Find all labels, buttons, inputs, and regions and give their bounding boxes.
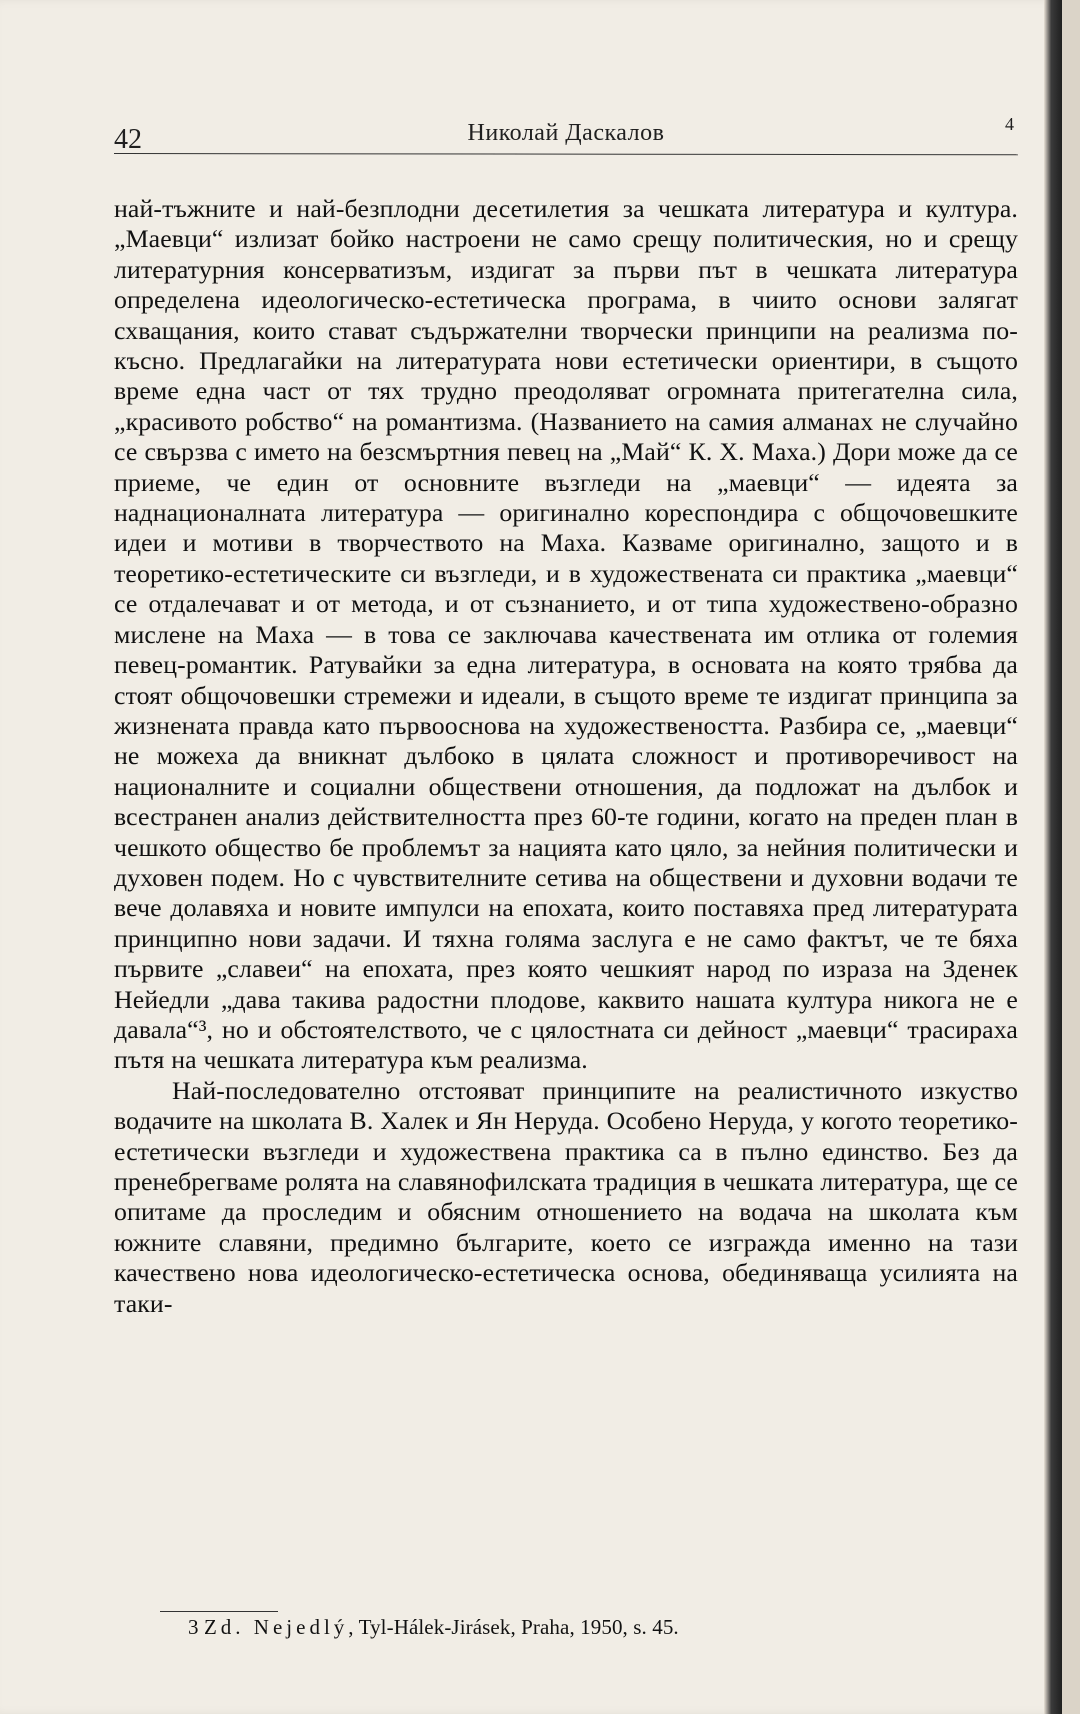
page-edge-shadow: [1044, 0, 1062, 1714]
paragraph-1: най-тъжните и най-безплодни десетилетия за чешката литература и култура. „Маевци“ излизат бойко настроени не само срещу политическия, но и срещу литературния консерватизъм, издигат за първи път в чешката литература определена идеологическо-естетическа програма, в чиито основи залягат схващания, които стават съдържателни творчески принципи на реализма по-късно. Предлагайки на литературата нови естетически ориентири, в същото време една част от тях трудно преодоляват огромната притегателна сила, „красивото робство“ на романтизма. (Названието на самия алманах не случайно се свързва с името на безсмъртния певец на „Май“ К. Х. Маха.) Дори може да се приеме, че един от основните възгледи на „маевци“ — идеята за наднационалната литература — оригинално кореспондира с общочовешките идеи и мотиви в творчеството на Маха. Казваме оригинално, защото и в теоретико-естетическите си възгледи, и в художествената си практика „маевци“ се отдалечават и от метода, и от съзнанието, и от типа художествено-образно мислене на Маха — в това се заключава качествената им отлика от големия певец-романтик. Ратувайки за една литература, в основата на която трябва да стоят общочовешки стремежи и идеали, в същото време те издигат принципа за жизнената правда като първооснова на художествеността. Разбира се, „маевци“ не можеха да вникнат дълбоко в цялата сложност и противоречивост на националните и социални обществени отношения, да подложат на дълбок и всестранен анализ действителността през 60-те години, когато на преден план в чешкото общество бе проблемът за нацията като цяло, за нейния политически и духовен подем. Но с чувствителните сетива на обществени и духовни водачи те вече долавяха и новите импулси на епохата, които поставяха пред литературата принципно нови задачи. И тяхна голяма заслуга е не само фактът, че те бяха първите „славеи“ на епохата, през която чешкият народ по израза на Зденек Нейедли „дава такива радостни плодове, каквито нашата култура никога не е давала“³, но и обстоятелството, че с цялостната си дейност „маевци“ трасираха пътя на чешката литература към реализма.: [114, 194, 1018, 1075]
running-title: Николай Даскалов: [467, 120, 665, 146]
footnote-rule: [160, 1611, 278, 1612]
footnote-marker: 3: [188, 1615, 199, 1639]
body-text: [114, 194, 1018, 1319]
footnote: [188, 1614, 888, 1640]
footnote-author: Zd. Nejedlý: [203, 1615, 349, 1639]
paragraph-2: Най-последователно отстояват принципите на реалистичното изкуство водачите на школата В. Халек и Ян Неруда. Особено Неруда, у когото теоретико-естетически възгледи и художествена практика са в пълно единство. Без да пренебрегваме ролята на славянофилската традиция в чешката литература, ще се опитаме да проследим и обясним отношението на водача на школата към южните славяни, предимно българите, което се изгражда именно на тази качествено нова идеологическо-естетическа основа, обединяваща усилията на таки-: [114, 1075, 1018, 1318]
footnote-source: , Tyl-Hálek-Jirásek, Praha, 1950, s. 45.: [348, 1615, 679, 1639]
signature-mark: 4: [1005, 114, 1014, 134]
page-number: 42: [114, 124, 142, 155]
